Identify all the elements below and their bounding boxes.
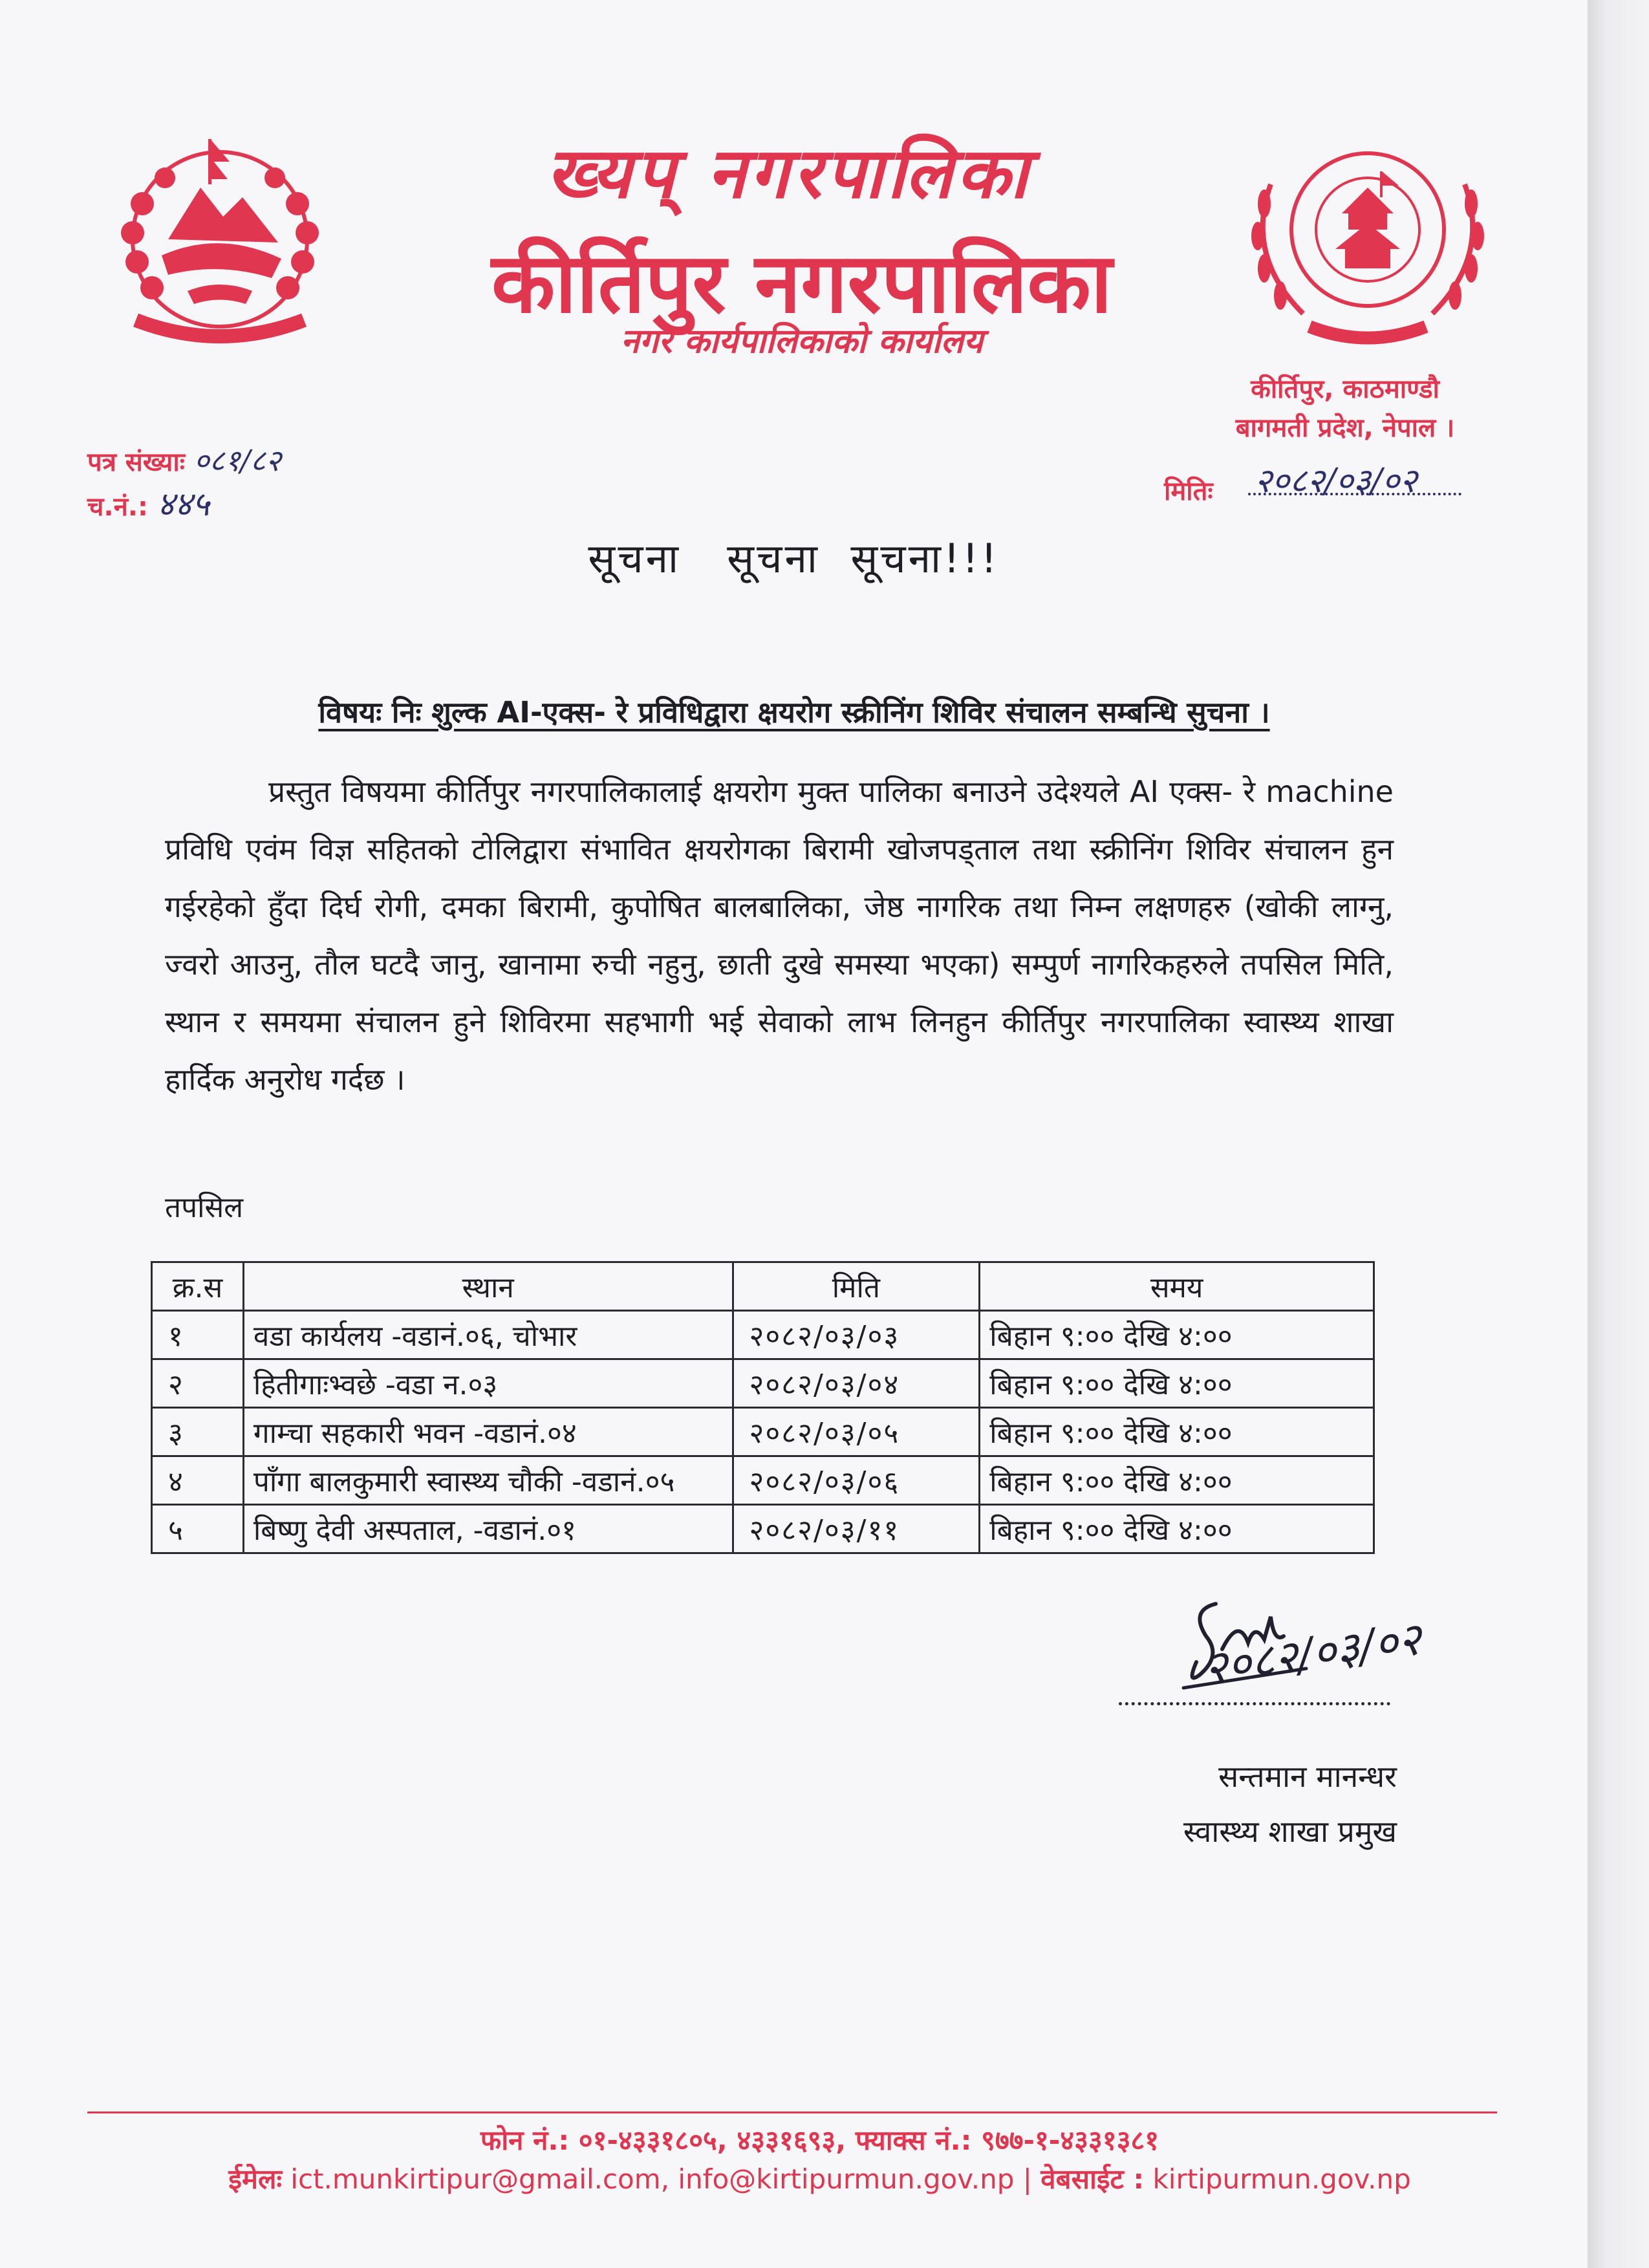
notice-subject: विषयः निः शुल्क AI-एक्स- रे प्रविधिद्वारा क्षयरोग स्क्रीनिंग शिविर संचालन सम्बन्धि सुचना । — [318, 695, 1270, 729]
dispatch-number — [87, 480, 210, 526]
date-label: मितिः — [1164, 477, 1213, 506]
header-date: मिति — [733, 1262, 980, 1311]
nepal-emblem-logo — [91, 126, 349, 346]
cell-serial: ४ — [152, 1456, 244, 1505]
table-row — [152, 1456, 1374, 1505]
notice-title: सूचना सूचना सूचना!!! — [588, 535, 1000, 582]
schedule-table — [151, 1261, 1375, 1554]
fax-label: फ्याक्स नं.: — [855, 2124, 972, 2156]
cell-time: बिहान ९:०० देखि ४:०० — [980, 1505, 1374, 1553]
cell-place: पाँगा बालकुमारी स्वास्थ्य चौकी -वडानं.०५ — [243, 1456, 733, 1505]
cell-date: २०८२/०३/११ — [733, 1505, 980, 1553]
handwritten-date: २०८२/०३/०२ — [1200, 1612, 1425, 1696]
cell-place: हितीगाःभ्वछे -वडा न.०३ — [243, 1359, 733, 1408]
table-row — [152, 1359, 1374, 1408]
cell-time: बिहान ९:०० देखि ४:०० — [980, 1311, 1374, 1359]
cell-time: बिहान ९:०० देखि ४:०० — [980, 1408, 1374, 1456]
table-header-row — [152, 1262, 1374, 1311]
fax-value: ९७७-१-४३३१३८१ — [981, 2124, 1159, 2156]
cell-time: बिहान ९:०० देखि ४:०० — [980, 1456, 1374, 1505]
signature-dotted-line — [1119, 1702, 1390, 1705]
date-dotted-line — [1248, 493, 1461, 495]
letter-number-value: ०८१/८२ — [193, 443, 281, 478]
footer-online — [0, 2160, 1588, 2197]
footer-contact — [0, 2121, 1588, 2158]
letter-number — [87, 440, 281, 480]
cell-time: बिहान ९:०० देखि ४:०० — [980, 1359, 1374, 1408]
notice-body: प्रस्तुत विषयमा कीर्तिपुर नगरपालिकालाई क्षयरोग मुक्त पालिका बनाउने उदेश्यले AI एक्स- रे machine प्रविधि एवंम विज्ञ सहितको टोलिद्वारा संभावित क्षयरोगका बिरामी खोजपड्ताल तथा स्क्रीनिंग शिविर संचालन हुन गईरहेको हुँदा दिर्घ रोगी, दमका बिरामी, कुपोषित बालबालिका, जेष्ठ नागरिक तथा निम्न लक्षणहरु (खोकी लाग्नु, ज्वरो आउनु, तौल घटदै जानु, खानामा रुची नहुनु, छाती दुखे समस्या भएका) सम्पुर्ण नागरिकहरुले तपसिल मिति, स्थान र समयमा संचालन हुने शिविरमा सहभागी भई सेवाको लाभ लिनहुन कीर्तिपुर नगरपालिका स्वास्थ्य शाखा हार्दिक अनुरोध गर्दछ । — [165, 774, 1394, 1097]
kirtipur-municipality-logo — [1232, 126, 1503, 352]
cell-serial: ५ — [152, 1505, 244, 1553]
table-row — [152, 1505, 1374, 1553]
signer-name: सन्तमान मानन्धर — [1218, 1759, 1397, 1794]
dispatch-number-value: ४४५ — [156, 485, 210, 524]
cell-date: २०८२/०३/०४ — [733, 1359, 980, 1408]
letter-number-label: पत्र संख्याः — [87, 448, 185, 477]
scan-page-edge — [1588, 0, 1649, 2268]
phone-label: फोन नं.: — [480, 2124, 570, 2156]
address-line-1: कीर्तिपुर, काठमाण्डौ — [1251, 374, 1439, 404]
office-name: नगर कार्यपालिकाको कार्यालय — [620, 322, 984, 361]
phone-value: ०१-४३३१८०५, ४३३१६९३, — [578, 2124, 846, 2156]
email-value[interactable]: ict.munkirtipur@gmail.com, info@kirtipurmun.gov.np | — [290, 2163, 1032, 2195]
cell-date: २०८२/०३/०३ — [733, 1311, 980, 1359]
signer-designation: स्वास्थ्य शाखा प्रमुख — [1183, 1814, 1397, 1849]
tapasil-label: तपसिल — [165, 1191, 244, 1224]
email-label: ईमेलः — [228, 2163, 282, 2195]
dispatch-number-label: च.नं.: — [87, 492, 148, 522]
newari-title: ख्यप् नगरपालिका — [546, 133, 1032, 214]
cell-serial: १ — [152, 1311, 244, 1359]
website-value[interactable]: kirtipurmun.gov.np — [1152, 2163, 1411, 2195]
date-value: २०८२/०३/०२ — [1255, 462, 1417, 501]
address-line-2: बागमती प्रदेश, नेपाल । — [1235, 413, 1455, 443]
footer-divider — [87, 2111, 1497, 2113]
header-time: समय — [980, 1262, 1374, 1311]
cell-place: गाम्चा सहकारी भवन -वडानं.०४ — [243, 1408, 733, 1456]
cell-date: २०८२/०३/०५ — [733, 1408, 980, 1456]
table-row — [152, 1311, 1374, 1359]
municipality-name: कीर्तिपुर नगरपालिका — [491, 235, 1112, 332]
cell-date: २०८२/०३/०६ — [733, 1456, 980, 1505]
header-place: स्थान — [243, 1262, 733, 1311]
cell-place: बिष्णु देवी अस्पताल, -वडानं.०१ — [243, 1505, 733, 1553]
cell-serial: २ — [152, 1359, 244, 1408]
website-label: वेबसाईट : — [1040, 2163, 1145, 2195]
header-serial: क्र.स — [152, 1262, 244, 1311]
cell-serial: ३ — [152, 1408, 244, 1456]
cell-place: वडा कार्यलय -वडानं.०६, चोभार — [243, 1311, 733, 1359]
table-row — [152, 1408, 1374, 1456]
